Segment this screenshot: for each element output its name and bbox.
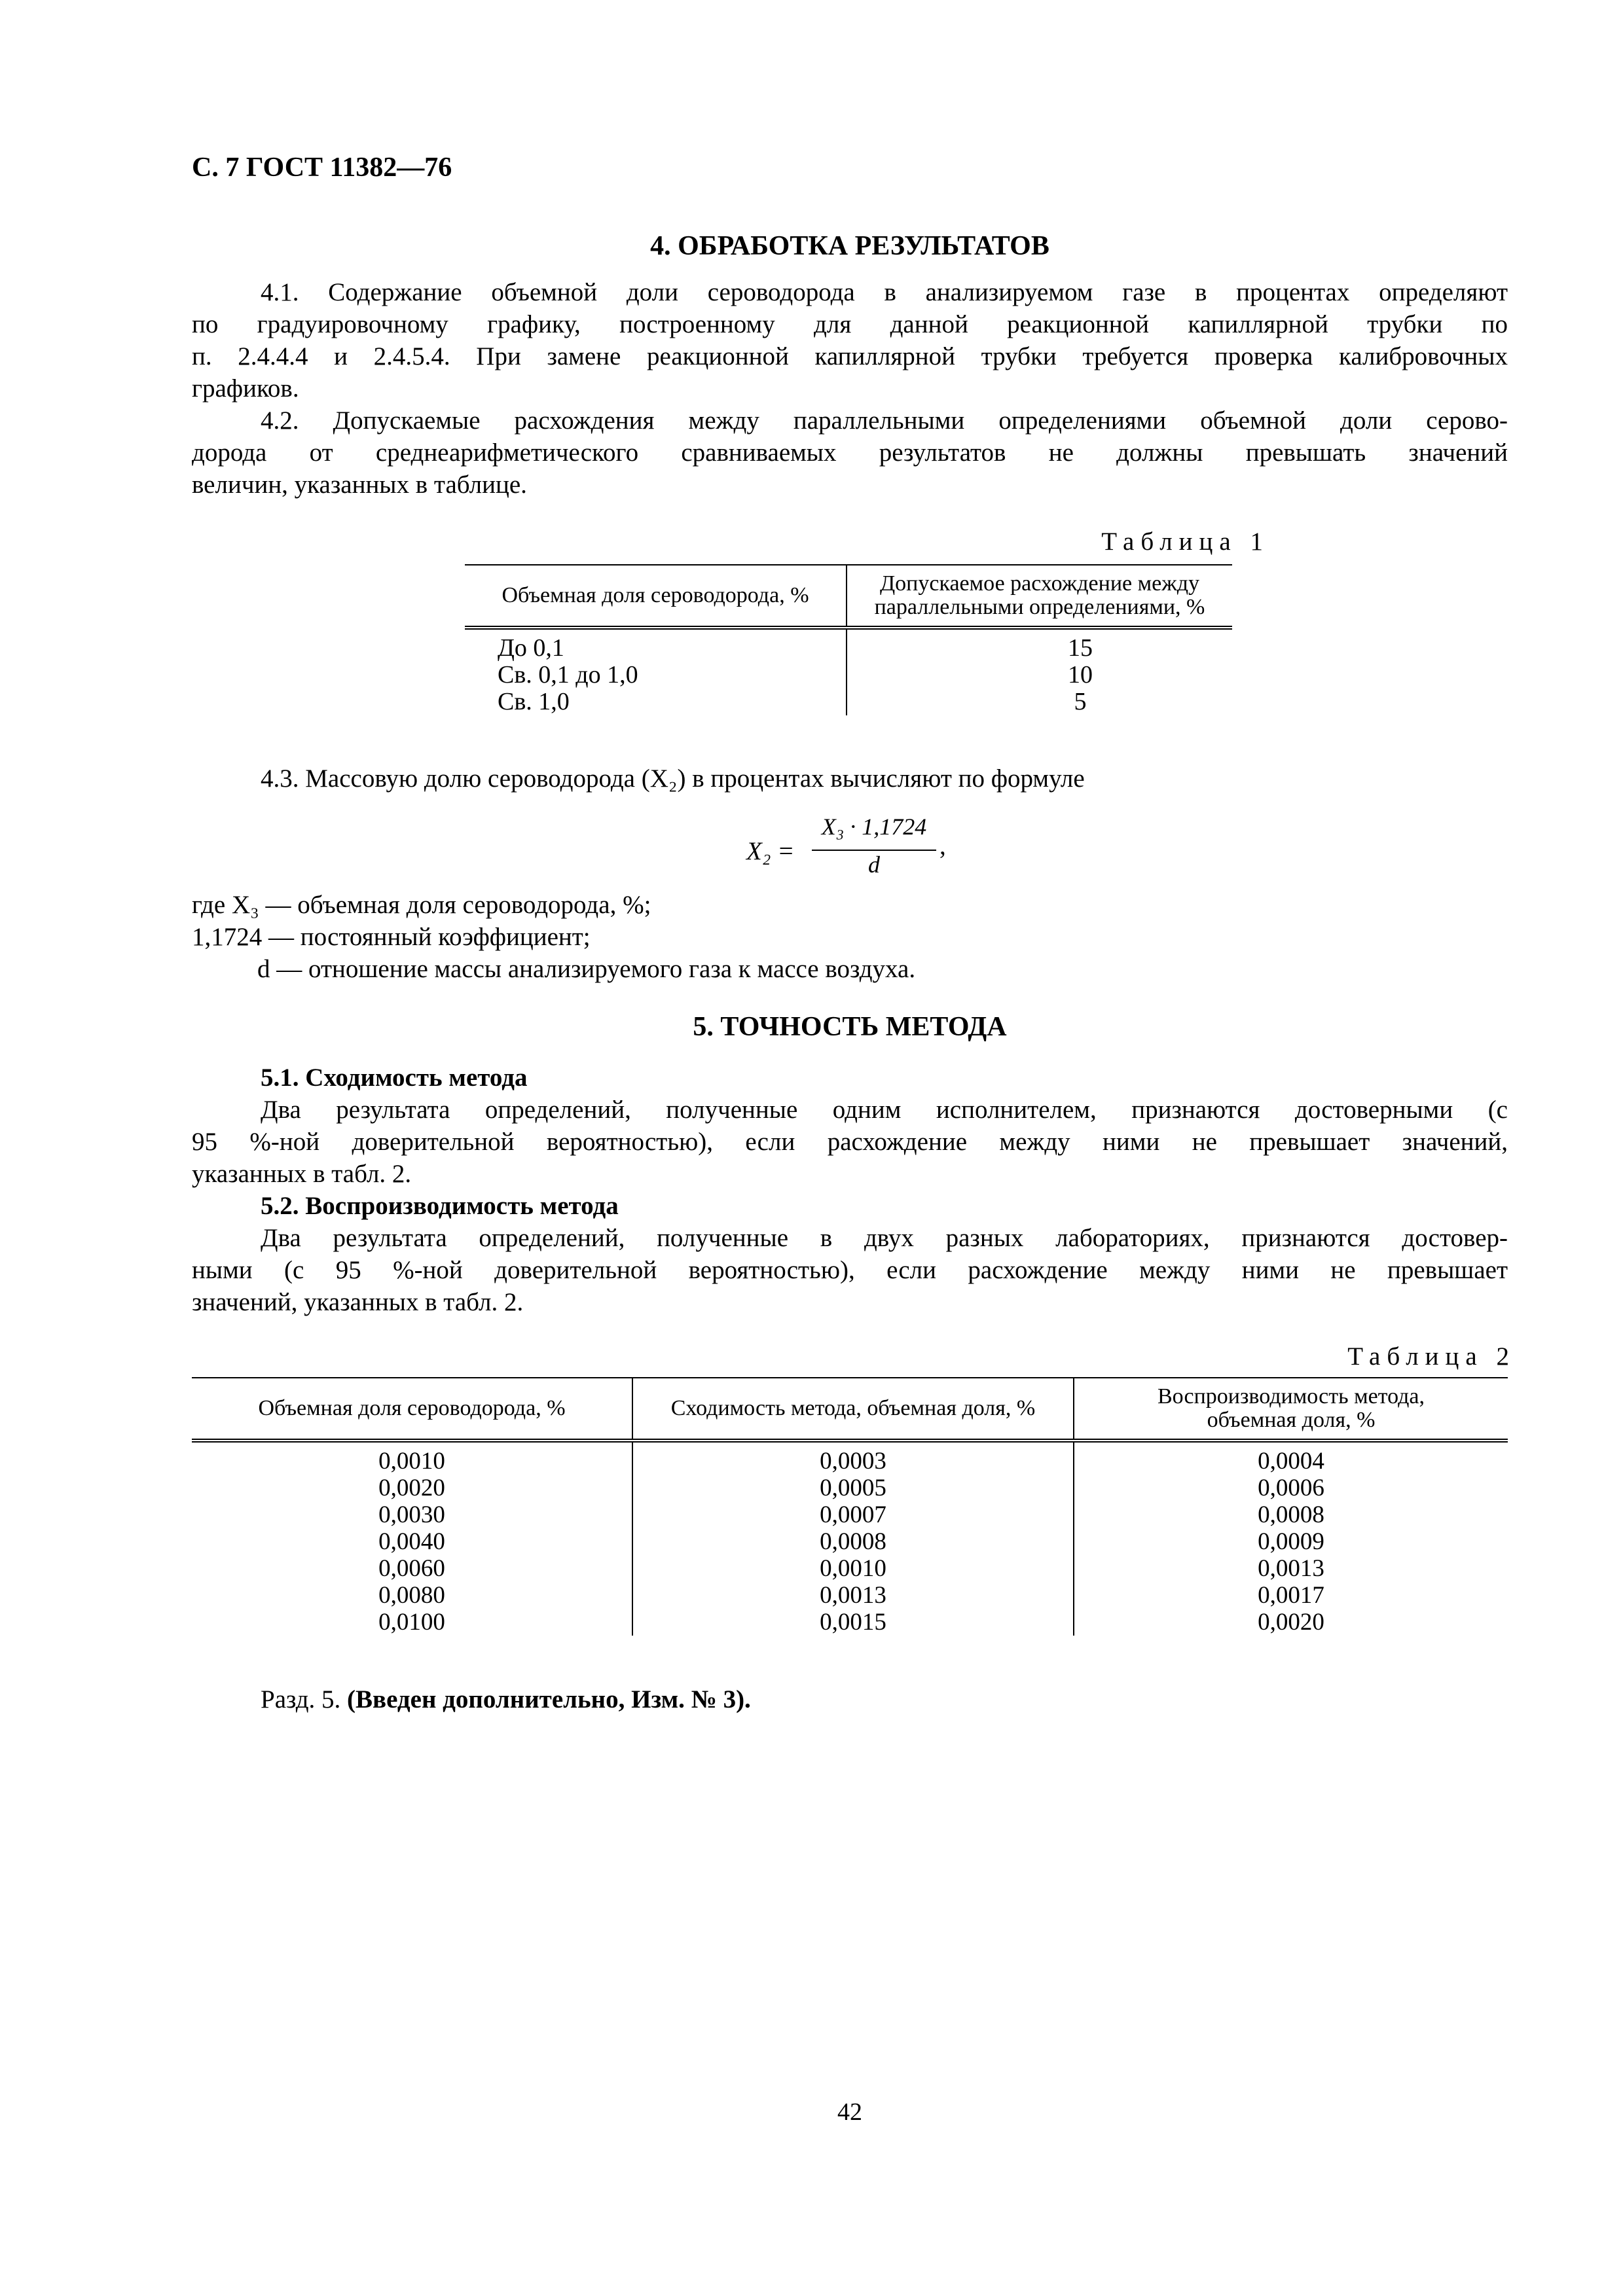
table-2 <box>192 1377 1508 1636</box>
table-2-header-reproducibility: Воспроизводимость метода, объемная доля, % <box>1074 1378 1508 1441</box>
text-line: 95 %-ной доверительной вероятностью), если расхождение между ними не превышает значений, <box>192 1128 1508 1156</box>
table-cell: 0,0060 <box>192 1555 632 1582</box>
paragraph-5-2 <box>192 1222 1508 1318</box>
table-row <box>192 1609 1508 1636</box>
table-cell: Св. 0,1 до 1,0 <box>465 662 847 689</box>
formula-lhs: X₂ = <box>746 837 795 865</box>
formula-comma: , <box>939 832 946 860</box>
table-1-header-tolerance: Допускаемое расхождение между параллельными определениями, % <box>847 565 1232 628</box>
text-line: Два результата определений, полученные в двух разных лабораториях, признаются достовер- <box>261 1224 1508 1252</box>
text-line: значений, указанных в табл. 2. <box>192 1288 524 1316</box>
subsection-5-1-title: 5.1. Сходимость метода <box>261 1064 528 1092</box>
table-cell: 15 <box>1068 634 1093 662</box>
table-row <box>192 1528 1508 1555</box>
table-cell: 0,0005 <box>632 1475 1074 1501</box>
text-line: ными (с 95 %-ной доверительной вероятностью), если расхождение между ними не превышает <box>192 1256 1508 1284</box>
table-cell: 0,0013 <box>632 1582 1074 1609</box>
table-row <box>192 1582 1508 1609</box>
amendment-note-label: Разд. 5. <box>261 1685 341 1713</box>
table-cell: 0,0030 <box>192 1501 632 1528</box>
paragraph-4-1 <box>192 276 1508 404</box>
table-row <box>192 1441 1508 1475</box>
table-row <box>192 1475 1508 1501</box>
formula-numerator: X₃ · 1,1724 <box>821 814 927 840</box>
table-cell: 5 <box>1074 688 1087 715</box>
text-line: по градуировочному графику, построенному для данной реакционной капиллярной трубки по <box>192 310 1508 338</box>
table-cell: 0,0100 <box>192 1609 632 1636</box>
formula-legend-x3: где X₃ — объемная доля сероводорода, %; <box>192 891 651 919</box>
formula-denominator: d <box>868 852 880 878</box>
table-cell: 0,0007 <box>632 1501 1074 1528</box>
page-number: 42 <box>837 2098 862 2126</box>
table-cell: 0,0009 <box>1258 1528 1324 1555</box>
table-cell: 0,0017 <box>1258 1582 1324 1609</box>
table-cell: 0,0013 <box>1258 1555 1324 1582</box>
table-cell: До 0,1 <box>465 628 847 662</box>
table-2-caption: Таблица 2 <box>1347 1342 1516 1371</box>
section-5-title: 5. ТОЧНОСТЬ МЕТОДА <box>693 1012 1007 1042</box>
text-line: величин, указанных в таблице. <box>192 471 527 499</box>
table-cell: 0,0004 <box>1258 1448 1324 1475</box>
table-cell: 0,0040 <box>192 1528 632 1555</box>
amendment-note <box>261 1683 751 1715</box>
amendment-note-bold: (Введен дополнительно, Изм. № 3). <box>347 1685 751 1713</box>
table-cell: 0,0080 <box>192 1582 632 1609</box>
text-line: Два результата определений, полученные одним исполнителем, признаются достоверными (с <box>261 1096 1508 1124</box>
table-cell: 0,0003 <box>632 1441 1074 1475</box>
table-cell: 0,0008 <box>632 1528 1074 1555</box>
text-line: 4.1. Содержание объемной доли сероводорода в анализируемом газе в процентах определяют <box>261 278 1508 306</box>
formula-legend-coefficient: 1,1724 — постоянный коэффициент; <box>192 923 591 951</box>
formula <box>746 814 956 884</box>
table-row <box>465 689 1232 715</box>
table-1 <box>465 564 1232 715</box>
table-2-body <box>192 1441 1508 1636</box>
text-line: 4.3. Массовую долю сероводорода (X₂) в процентах вычисляют по формуле <box>261 764 1085 793</box>
table-cell: 0,0020 <box>1258 1609 1324 1636</box>
table-cell: 0,0015 <box>632 1609 1074 1636</box>
table-cell: 0,0008 <box>1258 1501 1324 1528</box>
table-cell: Св. 1,0 <box>465 689 847 715</box>
table-cell: 0,0006 <box>1258 1475 1324 1501</box>
document-header: С. 7 ГОСТ 11382—76 <box>192 152 452 183</box>
table-cell: 0,0010 <box>192 1441 632 1475</box>
table-cell: 0,0010 <box>632 1555 1074 1582</box>
table-row <box>465 662 1232 689</box>
table-2-header-volume: Объемная доля сероводорода, % <box>192 1378 632 1441</box>
table-row <box>192 1555 1508 1582</box>
table-1-header-volume: Объемная доля сероводорода, % <box>465 565 847 628</box>
section-4-title: 4. ОБРАБОТКА РЕЗУЛЬТАТОВ <box>650 231 1049 261</box>
table-row <box>192 1501 1508 1528</box>
table-cell: 10 <box>1068 661 1093 689</box>
text-line: графиков. <box>192 374 299 403</box>
paragraph-4-2 <box>192 404 1508 501</box>
paragraph-5-1 <box>192 1094 1508 1190</box>
table-cell: 0,0020 <box>192 1475 632 1501</box>
formula-legend-d: d — отношение массы анализируемого газа к массе воздуха. <box>257 955 916 983</box>
text-line: дорода от среднеарифметического сравниваемых результатов не должны превышать значений <box>192 439 1508 467</box>
text-line: п. 2.4.4.4 и 2.4.5.4. При замене реакционной капиллярной трубки требуется проверка калибровочных <box>192 342 1508 370</box>
table-header-row <box>465 565 1232 628</box>
paragraph-4-3 <box>192 762 1508 795</box>
subsection-5-2-title: 5.2. Воспроизводимость метода <box>261 1192 619 1220</box>
table-row <box>465 628 1232 662</box>
table-2-header-convergence: Сходимость метода, объемная доля, % <box>632 1378 1074 1441</box>
text-line: 4.2. Допускаемые расхождения между параллельными определениями объемной доли серово- <box>261 406 1508 435</box>
table-1-caption: Таблица 1 <box>1101 528 1269 556</box>
text-line: указанных в табл. 2. <box>192 1160 412 1188</box>
table-header-row <box>192 1378 1508 1441</box>
